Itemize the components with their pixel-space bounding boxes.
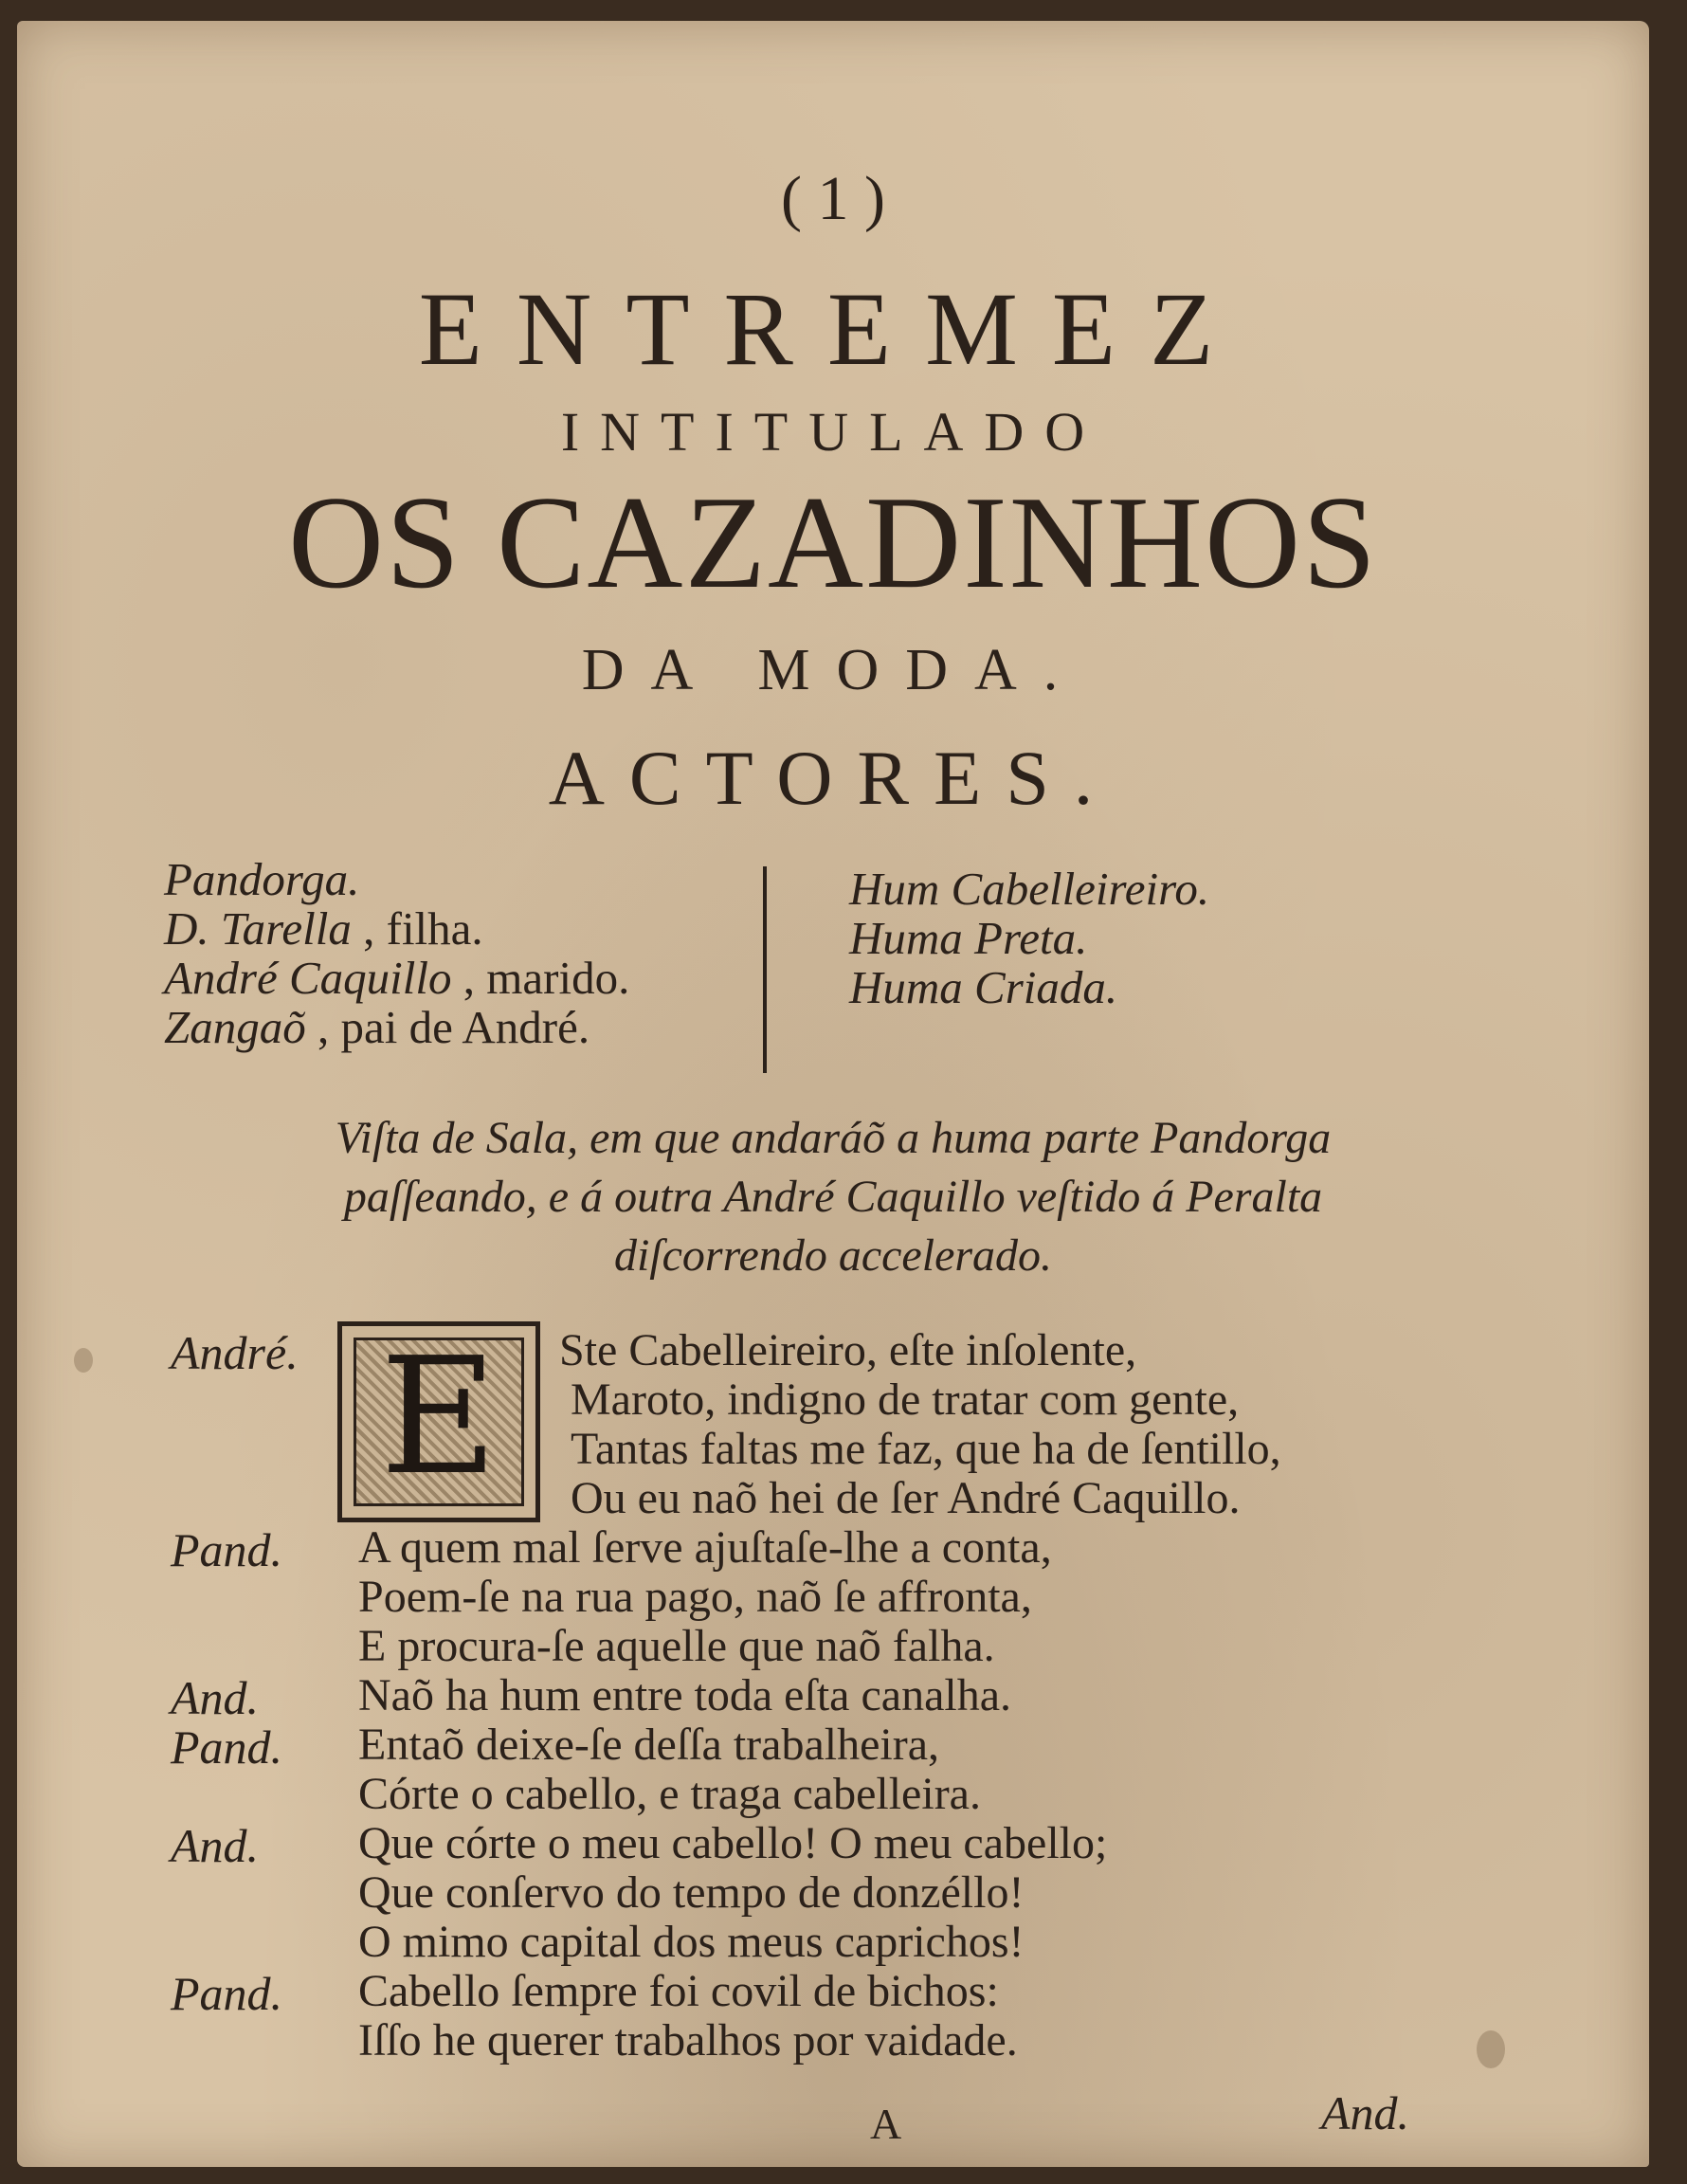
- play-title: OS CAZADINHOS: [288, 469, 1378, 616]
- cast-name: Pandorga.: [164, 853, 360, 905]
- stage-direction-line: diſcorrendo accelerado.: [613, 1230, 1053, 1281]
- page-subtitle: INTITULADO: [560, 401, 1106, 463]
- cast-divider: [763, 866, 767, 1073]
- signature-mark: A: [870, 2100, 902, 2148]
- cast-role: , pai de André.: [317, 1001, 590, 1053]
- cast-entry: [164, 954, 629, 1003]
- verse-line: Iſſo he querer trabalhos por vaidade.: [358, 2015, 1018, 2066]
- verse-line: E procura-ſe aquelle que naõ falha.: [358, 1621, 995, 1671]
- verse-line: Ou eu naõ hei de ſer André Caquillo.: [571, 1473, 1241, 1523]
- page-title: ENTREMEZ: [418, 271, 1248, 387]
- verse-line: O mimo capital dos meus caprichos!: [358, 1917, 1025, 1967]
- cast-list-left: [164, 855, 629, 1052]
- page-number: ( 1 ): [781, 164, 885, 233]
- cast-list-right: [849, 864, 1209, 1012]
- verse-line: Naõ ha hum entre toda eſta canalha.: [358, 1670, 1012, 1720]
- speaker-label: Pand.: [171, 1523, 283, 1576]
- initial-letter: E: [379, 1323, 499, 1511]
- cast-heading: ACTORES.: [548, 735, 1118, 821]
- verse-line: Tantas faltas me faz, que ha de ſentillo,: [571, 1424, 1281, 1474]
- decorated-initial: [337, 1321, 540, 1522]
- verse-line: Entaõ deixe-ſe deſſa trabalheira,: [358, 1720, 940, 1770]
- stage-direction-line: Viſta de Sala, em que andaráõ a huma parte Pandorga: [335, 1113, 1332, 1163]
- verse-line: Poem-ſe na rua pago, naõ ſe affronta,: [358, 1572, 1032, 1622]
- cast-entry: Huma Criada.: [849, 961, 1118, 1013]
- cast-entry: [164, 1003, 629, 1052]
- verse-line: Que conſervo do tempo de donzéllo!: [358, 1867, 1025, 1918]
- speaker-label: And.: [171, 1671, 260, 1724]
- cast-name: Zangaõ: [164, 1001, 306, 1053]
- book-page: [17, 21, 1649, 2167]
- cast-entry: Huma Preta.: [849, 912, 1088, 964]
- cast-name: André Caquillo: [164, 952, 452, 1004]
- cast-role: , marido.: [463, 952, 630, 1004]
- verse-line: Maroto, indigno de tratar com gente,: [571, 1374, 1240, 1425]
- play-title-continuation: DA MODA.: [581, 638, 1085, 702]
- verse-line: A quem mal ſerve ajuſtaſe-lhe a conta,: [358, 1522, 1052, 1573]
- stage-direction-line: paſſeando, e á outra André Caquillo veſtido á Peralta: [343, 1172, 1323, 1222]
- stage-direction: [17, 1109, 1649, 1285]
- cast-entry: [164, 855, 629, 904]
- verse-line: Córte o cabello, e traga cabelleira.: [358, 1769, 981, 1819]
- speaker-label: Pand.: [171, 1720, 283, 1774]
- catchword: And.: [1321, 2086, 1410, 2139]
- cast-entry: [164, 904, 629, 954]
- verse-line: Cabello ſempre foi covil de bichos:: [358, 1966, 999, 2016]
- speaker-label: And.: [171, 1819, 260, 1872]
- speaker-label: Pand.: [171, 1967, 283, 2020]
- speaker-label: André.: [171, 1326, 299, 1379]
- cast-name: D. Tarella: [164, 902, 352, 955]
- cast-entry: Hum Cabelleireiro.: [849, 863, 1210, 915]
- cast-role: , filha.: [363, 902, 483, 955]
- verse-line: Ste Cabelleireiro, eſte inſolente,: [559, 1325, 1137, 1375]
- verse-line: Que córte o meu cabello! O meu cabello;: [358, 1818, 1108, 1868]
